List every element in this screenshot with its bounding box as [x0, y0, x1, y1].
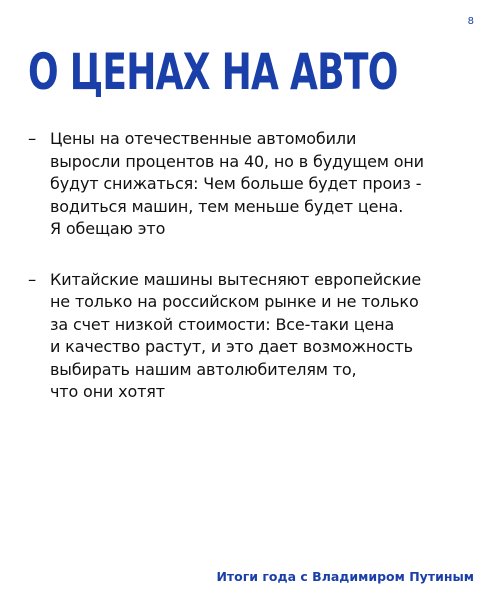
bullet-text: Цены на отечественные автомобили выросли процентов на 40, но в будущем они будут снижаться: Чем больше будет произ - водиться машин, тем меньше будет цена. Я обещаю это: [50, 129, 424, 238]
bullet-dash: –: [28, 129, 37, 148]
bullet-item: [28, 269, 476, 404]
page-title: О ЦЕНАХ НА АВТО: [28, 43, 398, 101]
bullet-dash: –: [28, 269, 37, 289]
footer-caption: Итоги года с Владимиром Путиным: [216, 569, 474, 584]
bullet-text: Китайские машины вытесняют европейские не только на российском рынке и не только за счет низкой стоимости: Все-таки цена и качество растут, и это дает возможность выбирать нашим автолюбителям то, что они хотят: [50, 269, 422, 401]
bullet-item: [28, 128, 476, 241]
page-number: 8: [467, 16, 474, 27]
bullet-list: [28, 128, 476, 432]
